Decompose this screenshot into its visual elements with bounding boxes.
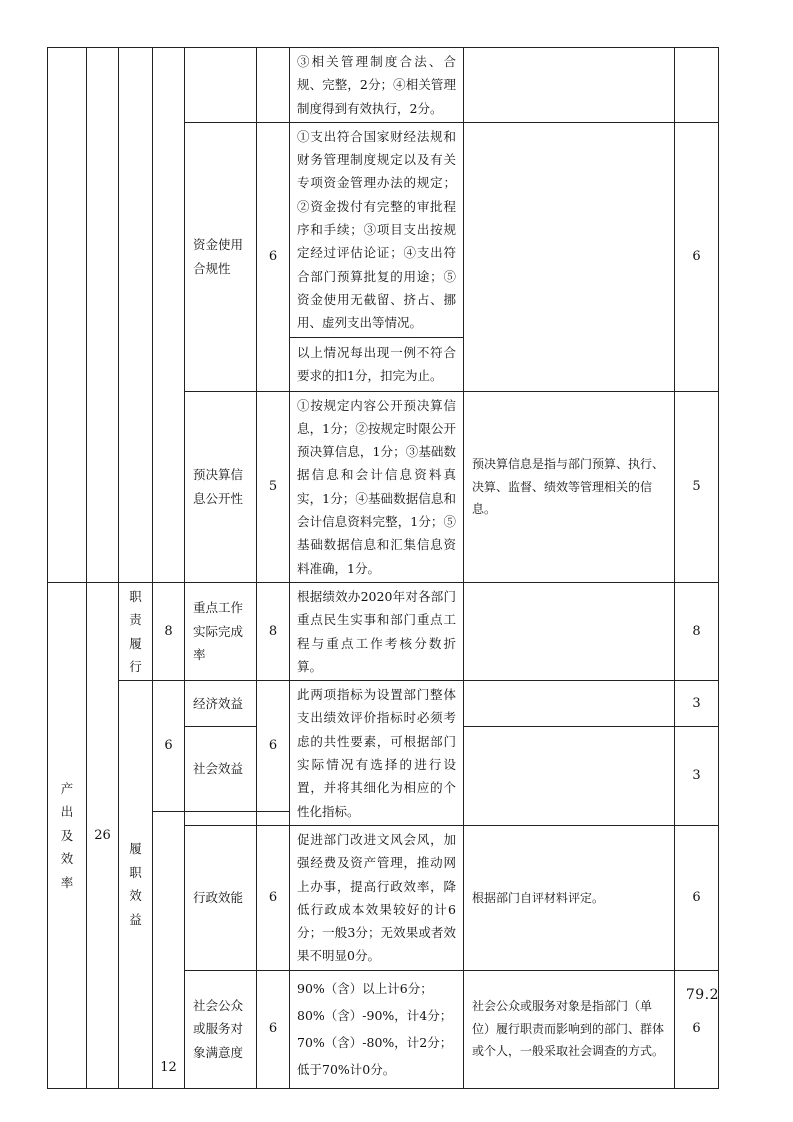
note-cell-empty: [464, 727, 675, 826]
score-cell-empty: [675, 48, 719, 123]
points-cell-empty: [257, 48, 290, 123]
score-cell: 6: [675, 825, 719, 970]
points-cell: 6: [257, 825, 290, 970]
subcategory-points-cell: 6: [153, 681, 185, 811]
standard-cell: ①按规定内容公开预决算信息，1分；②按规定时限公开预决算信息，1分；③基础数据信息和会计信息资料真实，1分；④基础数据信息和会计信息资料完整，1分；⑤基础数据信息和汇集信息资料准确，1分。: [290, 391, 464, 582]
category-label: 产出及效率: [60, 780, 74, 890]
subcategory-label: 职责履行: [129, 588, 142, 675]
subcategory-points-cell: 8: [153, 582, 185, 680]
points-cell: 6: [257, 122, 290, 391]
indicator-cell: 重点工作实际完成率: [185, 582, 257, 680]
deduction-cell: 以上情况每出现一例不符合要求的扣1分，扣完为止。: [290, 337, 464, 391]
total-score: 79.2: [685, 987, 719, 1003]
points-cell: 6: [257, 681, 290, 811]
points-cell: 6: [257, 970, 290, 1088]
subcategory-label: 履职效益: [129, 841, 142, 927]
score-cell: 3: [675, 727, 719, 826]
indicator-cell: 资金使用合规性: [185, 122, 257, 391]
indicator-cell-empty: [185, 48, 257, 123]
indicator-cell: 社会效益: [185, 727, 257, 811]
satisfaction-line: 90%（含）以上计6分；: [297, 981, 433, 997]
subcategory-points-cell: 12: [153, 811, 185, 1088]
score-cell: 5: [675, 391, 719, 582]
points-cell: 5: [257, 391, 290, 582]
table-row: [48, 582, 719, 680]
subcategory-cell: [119, 681, 153, 1089]
satisfaction-line: 低于70%计0分。: [297, 1062, 396, 1078]
indicator-cell: 经济效益: [185, 681, 257, 727]
score-cell: 3: [675, 681, 719, 727]
note-cell-empty: [464, 582, 675, 680]
subcategory-points-cell-empty: [153, 48, 185, 583]
note-cell: 根据部门自评材料评定。: [464, 825, 675, 970]
subcategory-cell: [119, 582, 153, 680]
indicator-cell: 预决算信息公开性: [185, 391, 257, 582]
indicator-cell-empty: [185, 811, 257, 825]
evaluation-table: [47, 47, 719, 1089]
category-cell-empty: [48, 48, 87, 583]
standard-cell: 根据绩效办2020年对各部门重点民生实事和部门重点工程与重点工作考核分数折算。: [290, 582, 464, 680]
note-cell-empty: [464, 122, 675, 391]
note-cell: 社会公众或服务对象是指部门（单位）履行职责而影响到的部门、群体或个人，一般采取社会调查的方式。: [464, 970, 675, 1088]
standard-cell: ①支出符合国家财经法规和财务管理制度规定以及有关专项资金管理办法的规定；②资金拨付有完整的审批程序和手续；③项目支出按规定经过评估论证；④支出符合部门预算批复的用途；⑤资金使用无截留、挤占、挪用、虚列支出等情况。: [290, 122, 464, 337]
score-cell: 8: [675, 582, 719, 680]
note-cell: 预决算信息是指与部门预算、执行、决算、监督、绩效等管理相关的信息。: [464, 391, 675, 582]
satisfaction-line: 70%（含）-80%，计2分；: [297, 1035, 453, 1051]
standard-cell: ③相关管理制度合法、合规、完整，2分；④相关管理制度得到有效执行，2分。: [290, 48, 464, 123]
subcategory-cell-empty: [119, 48, 153, 583]
points-cell-empty: [257, 811, 290, 825]
category-cell: [48, 582, 87, 1088]
category-points-cell-empty: [87, 48, 119, 583]
score-cell: 6: [675, 122, 719, 391]
standard-cell: 促进部门改进文风会风，加强经费及资产管理，推动网上办事，提高行政效率，降低行政成本效果较好的计6分；一般3分；无效果或者效果不明显0分。: [290, 825, 464, 970]
note-cell-empty: [464, 681, 675, 727]
standard-cell: [290, 970, 464, 1088]
indicator-cell: 社会公众或服务对象满意度: [185, 970, 257, 1088]
points-cell: 8: [257, 582, 290, 680]
category-points-cell: 26: [87, 582, 119, 1088]
satisfaction-line: 80%（含）-90%，计4分；: [297, 1008, 453, 1024]
table-row: [48, 681, 719, 727]
table-row: [48, 48, 719, 123]
note-cell-empty: [464, 48, 675, 123]
standard-cell: 此两项指标为设置部门整体支出绩效评价指标时必须考虑的共性要素，可根据部门实际情况有选择的进行设置，并将其细化为相应的个性化指标。: [290, 681, 464, 826]
indicator-cell: 行政效能: [185, 825, 257, 970]
score-cell: 6: [675, 970, 719, 1088]
